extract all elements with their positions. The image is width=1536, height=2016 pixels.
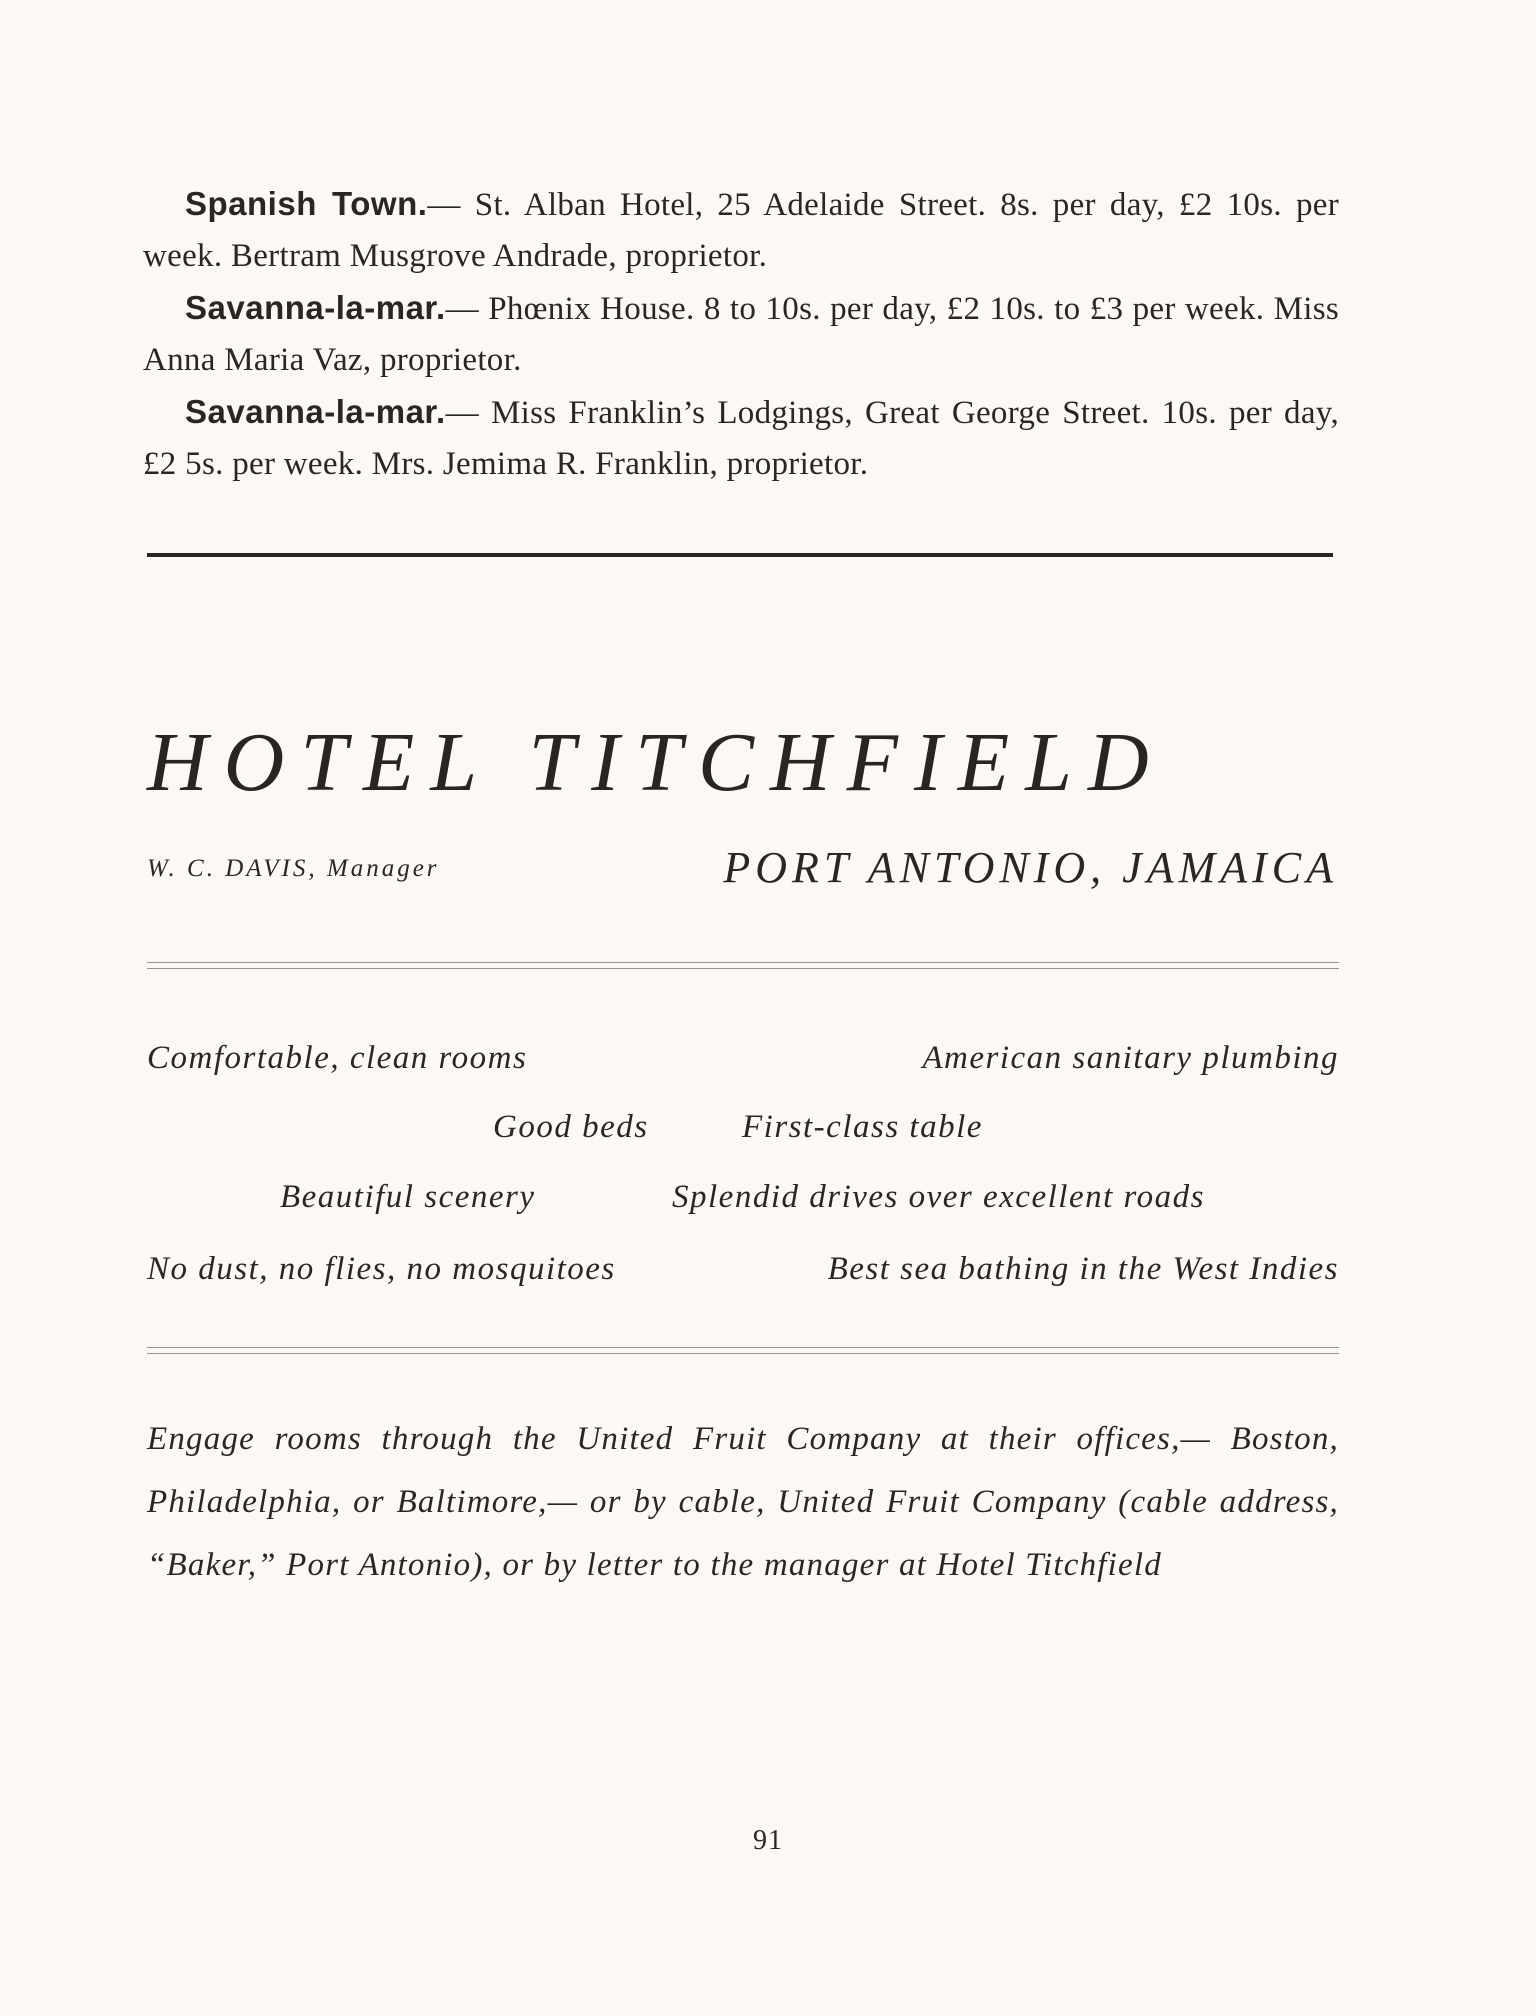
listing-text: — St. Alban Hotel, 25 Adelaide Street. 8s. per day, £2 10s. per week. Bertram Musgrove Andrade, proprietor. — [143, 187, 1339, 274]
feature-item: Good beds — [493, 1109, 649, 1145]
hotel-location: PORT ANTONIO, JAMAICA — [723, 843, 1338, 892]
listing-town: Savanna-la-mar. — [185, 393, 446, 430]
feature-item: No dust, no flies, no mosquitoes — [147, 1251, 616, 1287]
feature-item: Best sea bathing in the West Indies — [827, 1251, 1339, 1287]
listing-entry — [143, 282, 1339, 386]
double-rule-bottom — [147, 1347, 1339, 1354]
listing-text: — Miss Franklin’s Lodgings, Great George Street. 10s. per day, £2 5s. per week. Mrs. Jemima R. Franklin, proprietor. — [143, 395, 1339, 482]
listing-town: Savanna-la-mar. — [185, 289, 446, 326]
feature-item: Beautiful scenery — [280, 1179, 536, 1215]
manager-name: W. C. DAVIS, Manager — [147, 855, 440, 882]
feature-item: Comfortable, clean rooms — [147, 1040, 528, 1076]
double-rule-top — [147, 962, 1339, 969]
listing-entry — [143, 386, 1339, 490]
listing-entry — [143, 178, 1339, 282]
hotel-listings — [143, 178, 1339, 490]
section-divider — [147, 553, 1333, 557]
feature-item: American sanitary plumbing — [922, 1040, 1339, 1076]
page-number: 91 — [753, 1825, 783, 1856]
listing-town: Spanish Town. — [185, 185, 428, 222]
feature-item: First-class table — [742, 1109, 983, 1145]
advertisement-title: HOTEL TITCHFIELD — [147, 716, 1165, 809]
booking-instructions: Engage rooms through the United Fruit Company at their offices,— Boston, Philadelphia, or Baltimore,— or by cable, United Fruit Company (cable address, “Baker,” Port Antonio), or by letter to the manager at Hotel Titchfield — [147, 1421, 1339, 1583]
feature-item: Splendid drives over excellent roads — [672, 1179, 1205, 1215]
listing-text: — Phœnix House. 8 to 10s. per day, £2 10s. to £3 per week. Miss Anna Maria Vaz, proprietor. — [143, 291, 1339, 378]
